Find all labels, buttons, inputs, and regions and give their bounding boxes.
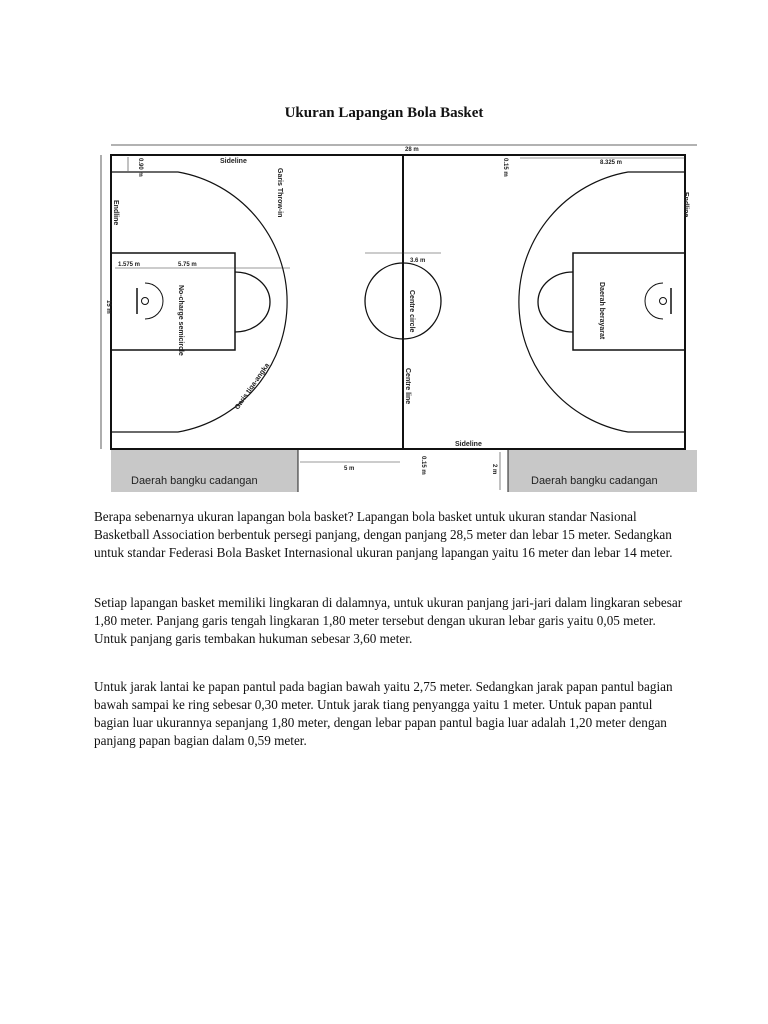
- centre-line-width-bottom: 0.15 m: [420, 456, 426, 475]
- centre-circle-dia-label: 3.6 m: [410, 258, 426, 264]
- width-label: 15 m: [105, 300, 111, 314]
- paragraph-2: Setiap lapangan basket memiliki lingkaran di dalamnya, untuk ukuran panjang jari-jari dalam lingkaran sebesar 1,80 meter. Panjang garis tengah lingkaran 1,80 meter tersebut dengan ukuran lebar garis yaitu 0,05 meter. Untuk panjang garis tembakan hukuman sebesar 3,60 meter.: [94, 595, 683, 646]
- bench-gap-label: 5 m: [344, 466, 355, 472]
- throw-in-label: Garis Throw-in: [276, 168, 283, 218]
- bench-depth-label: 2 m: [491, 464, 497, 475]
- key-right: [573, 253, 685, 350]
- sideline-bottom-label: Sideline: [455, 441, 482, 448]
- three-point-dist-label: 8.325 m: [600, 160, 623, 166]
- free-throw-arc-right: [538, 272, 573, 332]
- page-title: Ukuran Lapangan Bola Basket: [284, 105, 484, 121]
- three-point-label: Garis tiga-angka: [233, 362, 272, 412]
- hoop-right: [660, 298, 667, 305]
- endline-right-label: Endline: [682, 192, 689, 218]
- hoop-left: [142, 298, 149, 305]
- centre-circle-label: Centre circle: [408, 290, 415, 333]
- corner-label: 0.90 m: [137, 158, 143, 177]
- free-throw-arc-left: [235, 272, 270, 332]
- bench-left-label: Daerah bangku cadangan: [131, 475, 258, 487]
- no-charge-arc-right: [645, 283, 663, 319]
- restricted-area-label: Daerah berayarat: [598, 282, 605, 340]
- basketball-court-diagram: [0, 0, 768, 500]
- key-offset-label: 1.575 m: [118, 262, 141, 268]
- centre-line-label: Centre line: [404, 368, 411, 405]
- bench-right-label: Daerah bangku cadangan: [531, 475, 658, 487]
- paragraph-3: Untuk jarak lantai ke papan pantul pada bagian bawah yaitu 2,75 meter. Sedangkan jarak papan pantul bagian bawah sampai ke ring sebesar 0,30 meter. Untuk jarak tiang penyangga yaitu 1 meter. Untuk papan pantul bagian luar ukurannya sepanjang 1,80 meter, dengan lebar papan pantul bagia luar adalah 1,20 meter dengan panjang papan bagian dalam 0,59 meter.: [94, 679, 673, 748]
- no-charge-label: No-charge semicircle: [177, 285, 184, 356]
- endline-left-label: Endline: [112, 200, 119, 226]
- sideline-top-label: Sideline: [220, 158, 247, 165]
- no-charge-arc-left: [145, 283, 163, 319]
- key-length-label: 5.75 m: [178, 262, 197, 268]
- centre-line-width-top: 0.15 m: [502, 158, 508, 177]
- length-label: 28 m: [405, 147, 419, 153]
- paragraph-1: Berapa sebenarnya ukuran lapangan bola basket? Lapangan bola basket untuk ukuran standar Nasional Basketball Association berbentuk persegi panjang, dengan panjang 28,5 meter dan lebar 15 meter. Sedangkan untuk standar Federasi Bola Basket Internasional ukuran panjang lapangan yaitu 16 meter dan lebar 14 meter.: [94, 509, 673, 560]
